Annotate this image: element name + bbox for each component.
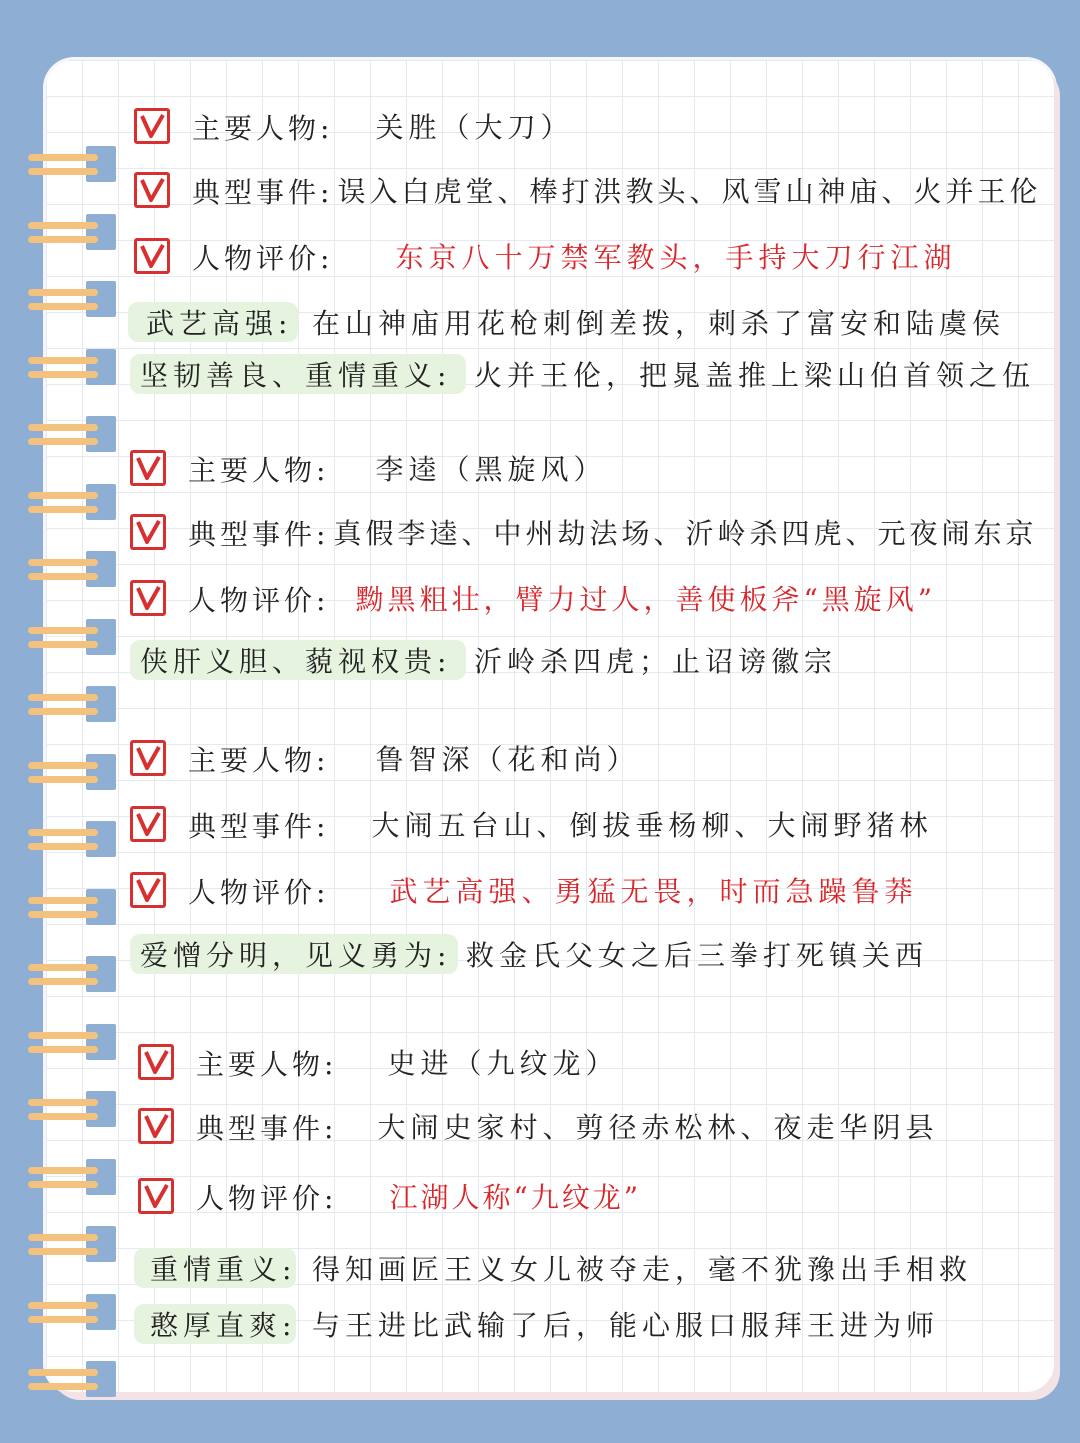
checked-box-icon (138, 1178, 174, 1214)
section-4-eval-row (138, 1170, 641, 1222)
spiral-binding (0, 0, 120, 1443)
main-character-value: 鲁智深（花和尚） (375, 743, 640, 776)
checked-box-icon (130, 806, 166, 842)
section-3-events-row (130, 798, 932, 850)
binding-ring (28, 1361, 118, 1403)
evaluation-label: 人物评价: (182, 865, 345, 915)
evaluation-value: 江湖人称“九纹龙” (389, 1181, 642, 1214)
events-value: 大闹五台山、倒拔垂杨柳、大闹野猪林 (371, 809, 933, 842)
events-value: 误入白虎堂、棒打洪教头、风雪山神庙、火并王伦 (337, 175, 1042, 208)
binding-ring (28, 821, 118, 863)
evaluation-label: 人物评价: (190, 1171, 353, 1221)
note-text: 火并王伦，把晁盖推上梁山伯首领之伍 (474, 359, 1036, 392)
checked-box-icon (130, 450, 166, 486)
note-label: 侠肝义胆、藐视权贵: (140, 645, 452, 678)
binding-ring (28, 1024, 118, 1066)
section-4-events-row (138, 1100, 938, 1152)
note-label: 武艺高强: (146, 307, 293, 340)
events-value: 真假李逵、中州劫法场、沂岭杀四虎、元夜闹东京 (333, 517, 1038, 550)
note-label: 坚韧善良、重情重义: (140, 359, 452, 392)
main-character-label: 主要人物: (190, 1037, 353, 1087)
binding-ring (28, 214, 118, 256)
evaluation-value: 武艺高强、勇猛无畏，时而急躁鲁莽 (389, 875, 918, 908)
note-label: 重情重义: (150, 1253, 297, 1286)
section-3-main-row (130, 732, 639, 784)
section-1-main-row (134, 100, 573, 152)
binding-ring (28, 1226, 118, 1268)
checked-box-icon (134, 172, 170, 208)
checked-box-icon (130, 514, 166, 550)
binding-ring (28, 146, 118, 188)
binding-ring (28, 956, 118, 998)
note-label: 憨厚直爽: (150, 1309, 297, 1342)
checked-box-icon (130, 580, 166, 616)
binding-ring (28, 349, 118, 391)
checked-box-icon (130, 872, 166, 908)
main-character-value: 李逵（黑旋风） (375, 453, 607, 486)
note-label: 爱憎分明，见义勇为: (140, 939, 452, 972)
section-4-main-row (138, 1036, 618, 1088)
binding-ring (28, 281, 118, 323)
events-label: 典型事件: (182, 799, 345, 849)
main-character-value: 关胜（大刀） (375, 111, 574, 144)
binding-ring (28, 416, 118, 458)
binding-ring (28, 1159, 118, 1201)
events-label: 典型事件: (186, 165, 337, 215)
section-2-events-row (130, 506, 1037, 558)
main-character-value: 史进（九纹龙） (387, 1047, 619, 1080)
section-3-eval-row (130, 864, 917, 916)
binding-ring (28, 889, 118, 931)
binding-ring (28, 754, 118, 796)
note-text: 在山神庙用花枪刺倒差拨，刺杀了富安和陆虞侯 (312, 307, 1006, 340)
main-character-label: 主要人物: (182, 733, 345, 783)
binding-ring (28, 1091, 118, 1133)
note-text: 沂岭杀四虎；止诏谤徽宗 (474, 645, 838, 678)
evaluation-label: 人物评价: (186, 231, 349, 281)
events-value: 大闹史家村、剪径赤松林、夜走华阴县 (377, 1111, 939, 1144)
checked-box-icon (134, 238, 170, 274)
section-1-eval-row (134, 230, 956, 282)
section-2-main-row (130, 442, 606, 494)
events-label: 典型事件: (182, 507, 333, 557)
main-character-label: 主要人物: (186, 101, 349, 151)
binding-ring (28, 686, 118, 728)
section-1-events-row (134, 164, 1041, 216)
binding-ring (28, 1294, 118, 1336)
checked-box-icon (134, 108, 170, 144)
evaluation-value: 黝黑粗壮，臂力过人，善使板斧“黑旋风” (355, 583, 937, 616)
events-label: 典型事件: (190, 1101, 353, 1151)
binding-ring (28, 484, 118, 526)
checked-box-icon (138, 1108, 174, 1144)
evaluation-value: 东京八十万禁军教头，手持大刀行江湖 (395, 241, 957, 274)
note-text: 救金氏父女之后三拳打死镇关西 (466, 939, 929, 972)
checked-box-icon (130, 740, 166, 776)
binding-ring (28, 551, 118, 593)
section-2-eval-row (130, 572, 936, 624)
main-character-label: 主要人物: (182, 443, 345, 493)
checked-box-icon (138, 1044, 174, 1080)
note-text: 与王进比武输了后，能心服口服拜王进为师 (312, 1309, 940, 1342)
binding-ring (28, 619, 118, 661)
note-text: 得知画匠王义女儿被夺走，毫不犹豫出手相救 (312, 1253, 973, 1286)
evaluation-label: 人物评价: (182, 573, 345, 623)
